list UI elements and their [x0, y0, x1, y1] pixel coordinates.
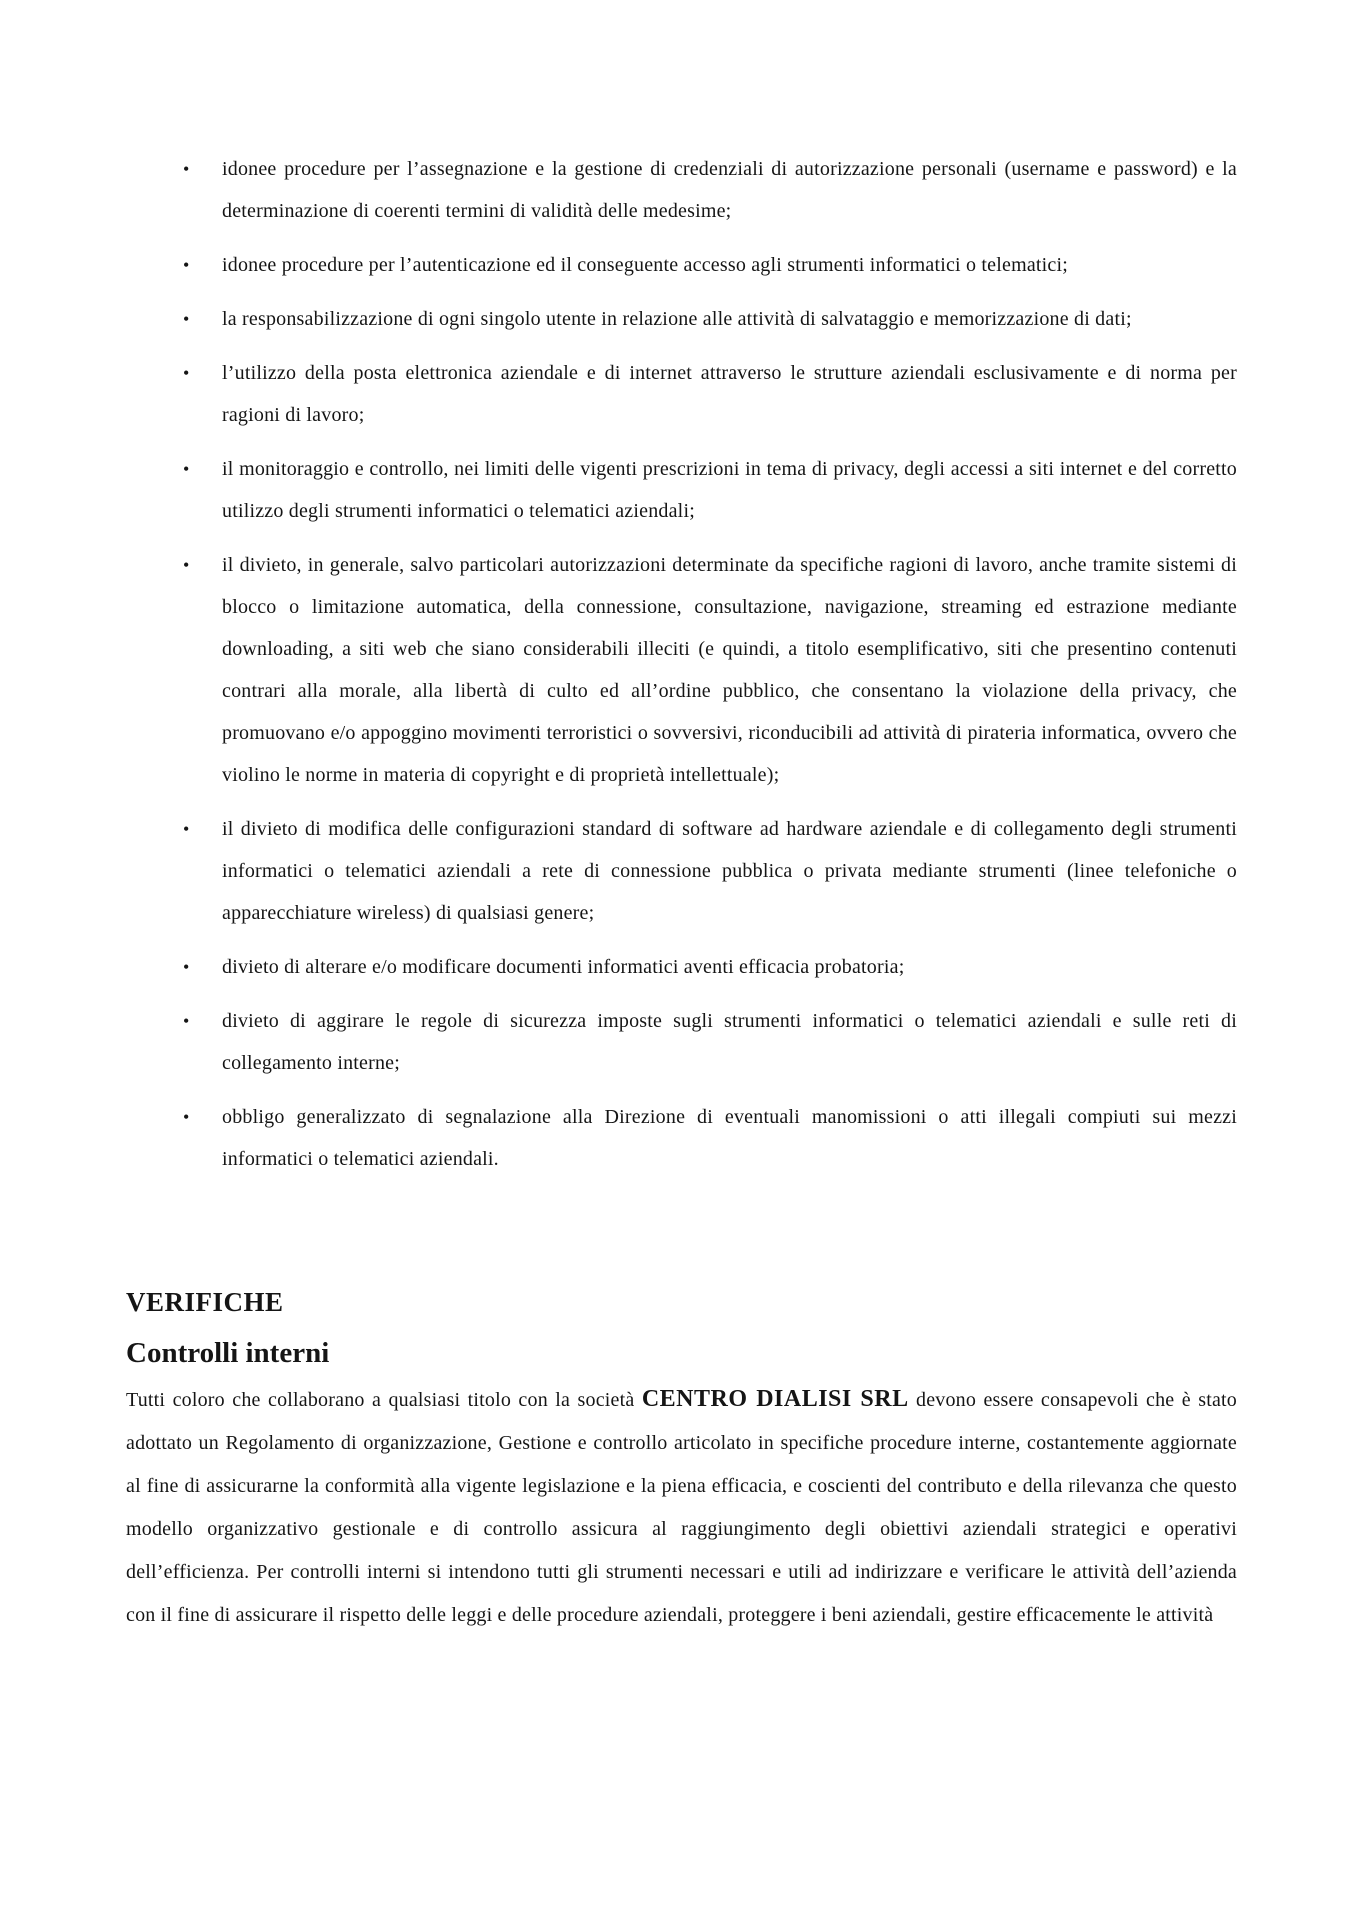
bullet-text: il monitoraggio e controllo, nei limiti delle vigenti prescrizioni in tema di privacy, degli accessi a siti internet e del corretto utilizzo degli strumenti informatici o telematici aziendali; — [222, 458, 1237, 522]
bullet-item — [126, 244, 1237, 286]
bullet-text: idonee procedure per l’assegnazione e la gestione di credenziali di autorizzazione personali (username e password) e la determinazione di coerenti termini di validità delle medesime; — [222, 158, 1237, 222]
bullet-item — [126, 1000, 1237, 1084]
bullet-item — [126, 544, 1237, 796]
bullet-marker-icon: • — [183, 459, 190, 479]
bullet-text: il divieto di modifica delle configurazioni standard di software ad hardware aziendale e di collegamento degli strumenti informatici o telematici aziendali a rete di connessione pubblica o privata mediante strumenti (linee telefoniche o apparecchiature wireless) di qualsiasi genere; — [222, 818, 1237, 924]
document-content — [126, 148, 1237, 1637]
bullet-marker-icon: • — [183, 819, 190, 839]
bullet-item — [126, 448, 1237, 532]
company-name: CENTRO DIALISI SRL — [641, 1386, 909, 1412]
bullet-item — [126, 808, 1237, 934]
section-heading: VERIFICHE — [126, 1287, 284, 1317]
paragraph-text-after: devono essere consapevoli che è stato adottato un Regolamento di organizzazione, Gestione e controllo articolato in specifiche procedure interne, costantemente aggiornate al fine di assicurarne la conformità alla vigente legislazione e la piena efficacia, e coscienti del contributo e della rilevanza che questo modello organizzativo gestionale e di controllo assicura al raggiungimento degli obiettivi aziendali strategici e operativi dell’efficienza. Per controlli interni si intendono tutti gli strumenti necessari e utili ad indirizzare e verificare le attività dell’azienda con il fine di assicurare il rispetto delle leggi e delle procedure aziendali, proteggere i beni aziendali, gestire efficacemente le attività — [126, 1389, 1237, 1626]
bullet-marker-icon: • — [183, 1107, 190, 1127]
bullet-list — [126, 148, 1237, 1180]
bullet-text: l’utilizzo della posta elettronica aziendale e di internet attraverso le strutture aziendali esclusivamente e di norma per ragioni di lavoro; — [222, 362, 1237, 426]
body-paragraph — [126, 1378, 1237, 1637]
bullet-marker-icon: • — [183, 957, 190, 977]
bullet-text: divieto di aggirare le regole di sicurezza imposte sugli strumenti informatici o telematici aziendali e sulle reti di collegamento interne; — [222, 1010, 1237, 1074]
bullet-marker-icon: • — [183, 1011, 190, 1031]
bullet-text: il divieto, in generale, salvo particolari autorizzazioni determinate da specifiche ragioni di lavoro, anche tramite sistemi di blocco o limitazione automatica, della connessione, consultazione, navigazione, streaming ed estrazione mediante downloading, a siti web che siano considerabili illeciti (e quindi, a titolo esemplificativo, siti che presentino contenuti contrari alla morale, alla libertà di culto ed all’ordine pubblico, che consentano la violazione della privacy, che promuovano e/o appoggino movimenti terroristici o sovversivi, riconducibili ad attività di pirateria informatica, ovvero che violino le norme in materia di copyright e di proprietà intellettuale); — [222, 554, 1237, 786]
bullet-item — [126, 946, 1237, 988]
bullet-text: idonee procedure per l’autenticazione ed il conseguente accesso agli strumenti informatici o telematici; — [222, 254, 1069, 276]
bullet-item — [126, 1096, 1237, 1180]
bullet-marker-icon: • — [183, 255, 190, 275]
bullet-item — [126, 298, 1237, 340]
bullet-marker-icon: • — [183, 363, 190, 383]
bullet-text: divieto di alterare e/o modificare documenti informatici aventi efficacia probatoria; — [222, 956, 905, 978]
bullet-marker-icon: • — [183, 555, 190, 575]
bullet-text: obbligo generalizzato di segnalazione alla Direzione di eventuali manomissioni o atti illegali compiuti sui mezzi informatici o telematici aziendali. — [222, 1106, 1237, 1170]
bullet-marker-icon: • — [183, 309, 190, 329]
paragraph-text-before: Tutti coloro che collaborano a qualsiasi titolo con la società — [126, 1389, 642, 1411]
bullet-marker-icon: • — [183, 159, 190, 179]
bullet-text: la responsabilizzazione di ogni singolo utente in relazione alle attività di salvataggio e memorizzazione di dati; — [222, 308, 1132, 330]
bullet-item — [126, 148, 1237, 232]
bullet-item — [126, 352, 1237, 436]
subsection-heading: Controlli interni — [126, 1337, 330, 1369]
